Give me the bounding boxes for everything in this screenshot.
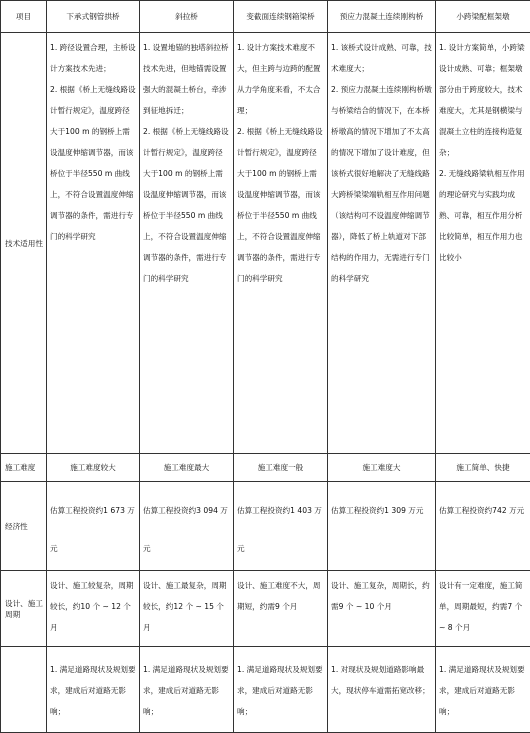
cell-text: 1. 对现状及规划道路影响最大，现状停车道需拓宽改移；	[331, 647, 432, 701]
table-row-road-impact	[1, 647, 530, 733]
cell-economy-3	[234, 482, 328, 571]
cell-text: 设计、施工较复杂，周期较长，约10 个 ~ 12 个月	[50, 571, 136, 638]
cell-text: 1. 满足道路现状及规划要求，建成后对道路无影响；	[143, 647, 230, 722]
table-row-technical	[1, 33, 530, 454]
cell-difficulty-1: 施工难度较大	[47, 454, 140, 482]
header-rigid-frame-bridge: 预应力混凝土连续刚构桥	[328, 1, 436, 33]
cell-text: 估算工程投资约1 673 万元	[50, 482, 136, 568]
cell-road-4	[328, 647, 436, 733]
table-row-economy	[1, 482, 530, 571]
cell-text: 2. 根据《桥上无缝线路设计暂行规定》，温度跨径大于100 m 的钢桥上需设温度伸缩调节器，而该桥位于半径550 m 曲线上，不符合设置温度伸缩调节器的条件，需进行专门的科学研究	[143, 121, 230, 289]
cell-period-3	[234, 571, 328, 647]
table-row-period	[1, 571, 530, 647]
cell-text: 1. 设计方案技术难度不大，但主跨与边跨的配置从力学角度来看，不太合理；	[237, 37, 324, 121]
cell-text: 1. 满足道路现状及规划要求，建成后对道路无影响；	[237, 647, 324, 722]
cell-difficulty-3: 施工难度一般	[234, 454, 328, 482]
cell-road-5	[436, 647, 530, 733]
cell-text: 估算工程投资约1 403 万元	[237, 482, 324, 568]
cell-text: 2. 根据《桥上无缝线路设计暂行规定》，温度跨径大于100 m 的钢桥上需设温度伸缩调节器，而该桥位于半径550 m 曲线上，不符合设置温度伸缩调节器的条件，需进行专门的科学研究	[237, 121, 324, 289]
row-label-road-impact	[1, 647, 47, 733]
cell-text: 设计有一定难度，施工简单，周期最短，约需7 个 ~ 8 个月	[439, 571, 527, 638]
cell-period-1	[47, 571, 140, 647]
cell-technical-2	[140, 33, 234, 454]
cell-economy-4	[328, 482, 436, 571]
row-label-period: 设计、施工周期	[1, 571, 47, 647]
cell-road-1	[47, 647, 140, 733]
cell-difficulty-4: 施工难度大	[328, 454, 436, 482]
cell-economy-5	[436, 482, 530, 571]
cell-text: 2. 无缝线路梁轨相互作用的理论研究与实践均成熟、可靠，相互作用分析比较简单，相互作用力也比较小	[439, 163, 527, 268]
row-label-economy: 经济性	[1, 482, 47, 571]
cell-economy-1	[47, 482, 140, 571]
cell-text: 估算工程投资约3 094 万元	[143, 482, 230, 568]
cell-text: 设计、施工最复杂，周期较长，约12 个 ~ 15 个月	[143, 571, 230, 638]
cell-text: 1. 满足道路现状及规划要求，建成后对道路无影响；	[439, 647, 527, 722]
cell-difficulty-2: 施工难度最大	[140, 454, 234, 482]
cell-text: 1. 设置地锚的独塔斜拉桥技术先进，但地锚需设置强大的混凝土桥台，牵涉到征地拆迁；	[143, 37, 230, 121]
cell-technical-5	[436, 33, 530, 454]
header-steel-arch-bridge: 下承式钢管拱桥	[47, 1, 140, 33]
row-label-technical: 技术适用性	[1, 33, 47, 454]
cell-text: 2. 根据《桥上无缝线路设计暂行规定》，温度跨径大于100 m 的钢桥上需设温度伸缩调节器，而该桥位于半径550 m 曲线上，不符合设置温度伸缩调节器的条件，需进行专门的科学研究	[50, 79, 136, 247]
header-small-span-frame-pier: 小跨梁配框架墩	[436, 1, 530, 33]
table-row-construction-difficulty	[1, 454, 530, 482]
cell-period-4	[328, 571, 436, 647]
header-cable-stayed-bridge: 斜拉桥	[140, 1, 234, 33]
cell-text: 设计、施工难度不大，周期短，约需9 个月	[237, 571, 324, 617]
cell-difficulty-5: 施工简单、快捷	[436, 454, 530, 482]
header-item: 项目	[1, 1, 47, 33]
cell-road-3	[234, 647, 328, 733]
cell-technical-1	[47, 33, 140, 454]
cell-technical-3	[234, 33, 328, 454]
header-steel-box-girder-bridge: 变截面连续钢箱梁桥	[234, 1, 328, 33]
cell-text: 估算工程投资约742 万元	[439, 482, 527, 530]
cell-text: 1. 该桥式设计成熟、可靠，技术难度大；	[331, 37, 432, 79]
cell-text: 1. 满足道路现状及规划要求，建成后对道路无影响；	[50, 647, 136, 722]
cell-road-2	[140, 647, 234, 733]
cell-technical-4	[328, 33, 436, 454]
cell-text: 设计、施工复杂，周期长，约需9 个 ~ 10 个月	[331, 571, 432, 617]
row-label-construction-difficulty: 施工难度	[1, 454, 47, 482]
cell-text: 1. 跨径设置合理，主桥设计方案技术先进；	[50, 37, 136, 79]
cell-text: 估算工程投资约1 309 万元	[331, 482, 432, 530]
cell-text: 1. 设计方案简单，小跨梁设计成熟、可靠；框架墩部分由于跨度较大，技术难度大，尤其是钢横梁与混凝土立柱的连接构造复杂；	[439, 37, 527, 163]
cell-text: 2. 预应力混凝土连续刚构桥墩与桥梁结合的情况下，在本桥桥墩高的情况下增加了不太高的情况下增加了设计难度，但该桥式很好地解决了无缝线路大跨桥梁梁端轨相互作用问题（该结构可不设温度伸缩调节器），降低了桥上轨道对下部结构的作用力，无需进行专门的科学研究	[331, 79, 432, 289]
cell-period-2	[140, 571, 234, 647]
header-row	[1, 1, 530, 33]
cell-period-5	[436, 571, 530, 647]
cell-economy-2	[140, 482, 234, 571]
